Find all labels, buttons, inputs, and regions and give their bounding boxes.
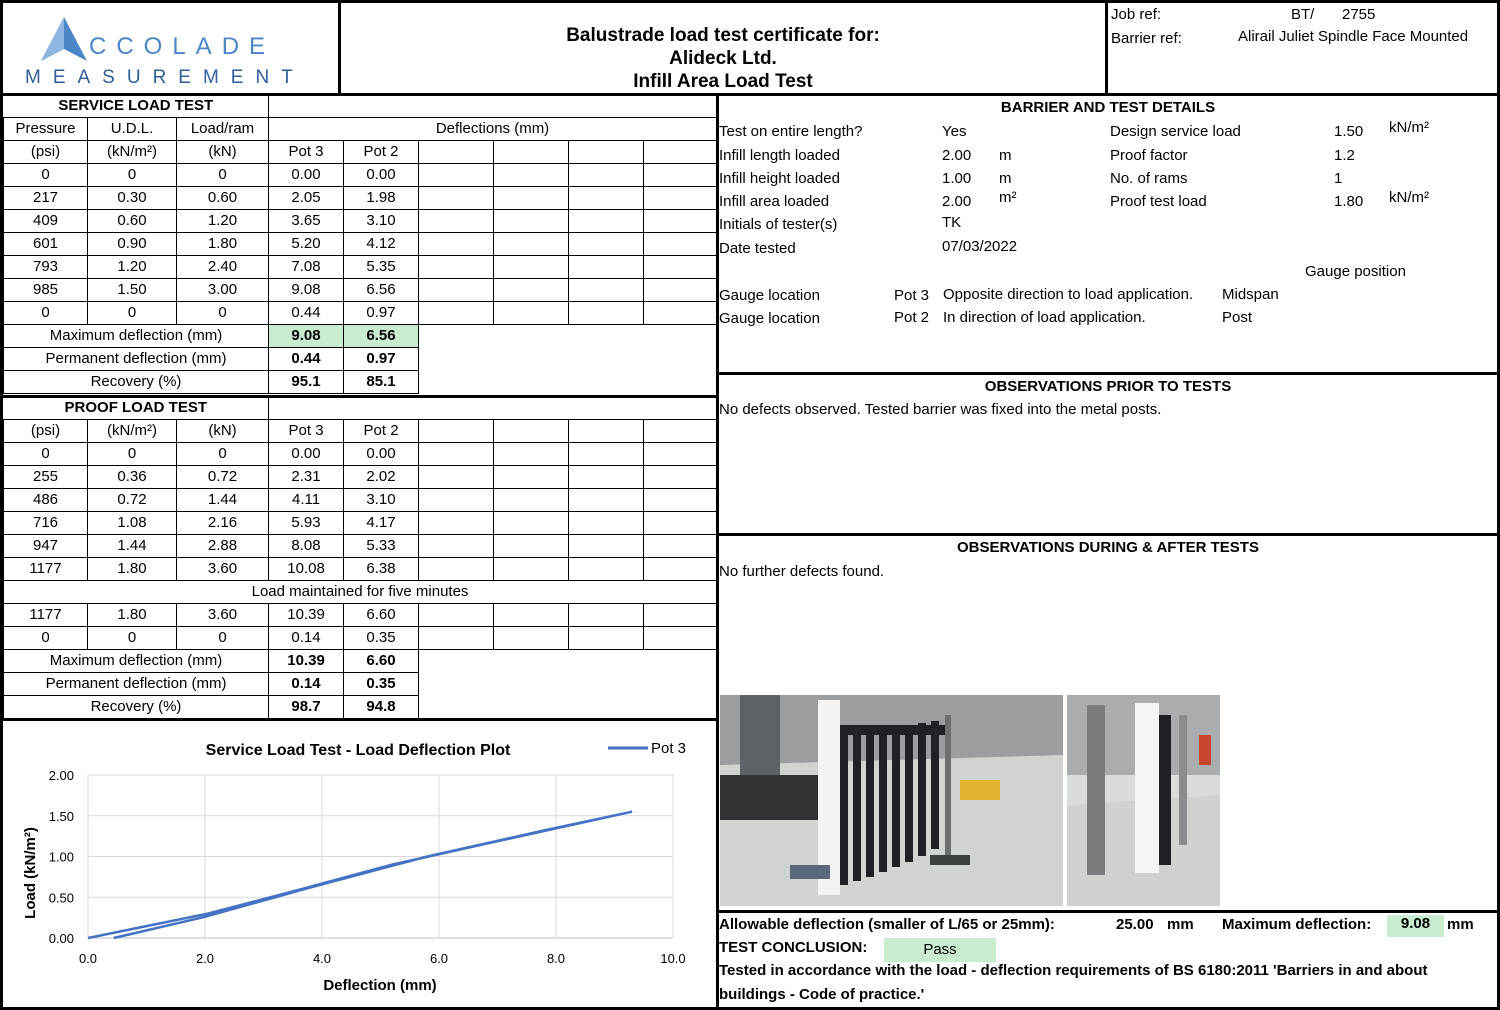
observations-after-heading: OBSERVATIONS DURING & AFTER TESTS bbox=[957, 539, 1259, 556]
y-tick-label: 2.00 bbox=[48, 768, 74, 783]
proof-row bbox=[4, 534, 717, 557]
service-cell-load: 2.40 bbox=[177, 255, 269, 278]
service-row bbox=[4, 301, 717, 324]
proof-factor-value: 1.2 bbox=[1334, 147, 1355, 164]
title-line-3: Infill Area Load Test bbox=[633, 71, 813, 92]
design-load-value: 1.50 bbox=[1334, 123, 1364, 140]
chart-y-label: Load (kN/m²) bbox=[22, 827, 39, 919]
unit-kn: (kN) bbox=[177, 140, 269, 163]
service-cell-pot3: 5.20 bbox=[269, 232, 344, 255]
details-heading: BARRIER AND TEST DETAILS bbox=[1000, 99, 1216, 116]
proof-cell-load: 1.44 bbox=[177, 488, 269, 511]
proof-maintained-cell-pot3: 0.14 bbox=[269, 626, 344, 649]
entire-length-value: Yes bbox=[942, 123, 967, 140]
service-cell-udl: 0.90 bbox=[88, 232, 177, 255]
service-cell-pressure: 793 bbox=[4, 255, 88, 278]
max-deflection-unit: mm bbox=[1447, 916, 1474, 933]
service-cell-pot2: 6.56 bbox=[344, 278, 419, 301]
proof-cell-pressure: 486 bbox=[4, 488, 88, 511]
service-max-pot3: 9.08 bbox=[269, 324, 344, 347]
proof-cell-udl: 1.44 bbox=[88, 534, 177, 557]
logo-text-bottom: MEASUREMENT bbox=[25, 67, 305, 88]
proof-cell-pot2: 4.17 bbox=[344, 511, 419, 534]
proof-cell-pressure: 0 bbox=[4, 442, 88, 465]
test-photo-2 bbox=[1067, 695, 1220, 906]
chart-section bbox=[0, 718, 719, 1010]
chart-y-ticks bbox=[49, 768, 74, 946]
proof-maintained-cell-load: 0 bbox=[177, 626, 269, 649]
service-cell-pressure: 217 bbox=[4, 186, 88, 209]
service-row bbox=[4, 255, 717, 278]
service-cell-pot3: 2.05 bbox=[269, 186, 344, 209]
logo-text-top: CCOLADE bbox=[89, 33, 276, 60]
x-tick-label: 10.0 bbox=[660, 951, 686, 966]
service-cell-pot2: 3.10 bbox=[344, 209, 419, 232]
infill-area-unit: m² bbox=[999, 189, 1017, 206]
service-perm-pot2: 0.97 bbox=[344, 347, 419, 370]
service-cell-udl: 0.30 bbox=[88, 186, 177, 209]
series-line-pot3 bbox=[88, 812, 632, 938]
proof-cell-udl: 1.80 bbox=[88, 557, 177, 580]
service-max-pot2: 6.56 bbox=[344, 324, 419, 347]
proof-cell-pressure: 255 bbox=[4, 465, 88, 488]
rams-label: No. of rams bbox=[1110, 170, 1188, 187]
proof-cell-load: 2.16 bbox=[177, 511, 269, 534]
observations-prior-heading: OBSERVATIONS PRIOR TO TESTS bbox=[984, 378, 1232, 395]
chart-title: Service Load Test - Load Deflection Plot bbox=[205, 742, 511, 759]
proof-maintained-label: Load maintained for five minutes bbox=[4, 580, 717, 603]
proof-cell-pot2: 3.10 bbox=[344, 488, 419, 511]
proof-cell-load: 0.72 bbox=[177, 465, 269, 488]
design-load-label: Design service load bbox=[1110, 123, 1241, 140]
job-ref-value: 2755 bbox=[1342, 6, 1376, 23]
service-cell-pressure: 0 bbox=[4, 301, 88, 324]
proof-cell-pressure: 716 bbox=[4, 511, 88, 534]
proof-cell-load: 2.88 bbox=[177, 534, 269, 557]
proof-cell-load: 0 bbox=[177, 442, 269, 465]
logo-area bbox=[0, 0, 341, 96]
proof-row bbox=[4, 511, 717, 534]
service-recovery-label: Recovery (%) bbox=[4, 370, 269, 393]
service-cell-pot3: 9.08 bbox=[269, 278, 344, 301]
proof-cell-pot3: 4.11 bbox=[269, 488, 344, 511]
gauge-2-label: Gauge location bbox=[719, 310, 820, 327]
unit-udl: (kN/m²) bbox=[88, 140, 177, 163]
date-value: 07/03/2022 bbox=[942, 238, 1018, 255]
service-cell-load: 3.00 bbox=[177, 278, 269, 301]
reference-box bbox=[1105, 0, 1500, 96]
allowable-value: 25.00 bbox=[1116, 916, 1154, 933]
service-cell-pot3: 0.44 bbox=[269, 301, 344, 324]
col-pot3: Pot 3 bbox=[269, 140, 344, 163]
service-row bbox=[4, 232, 717, 255]
proof-cell-pot2: 5.33 bbox=[344, 534, 419, 557]
service-cell-pot2: 4.12 bbox=[344, 232, 419, 255]
proof-col-pot3: Pot 3 bbox=[269, 419, 344, 442]
proof-maintained-cell-udl: 0 bbox=[88, 626, 177, 649]
statement-line-2: buildings - Code of practice.' bbox=[719, 986, 925, 1003]
gauge-position-label: Gauge position bbox=[1305, 263, 1406, 280]
service-cell-load: 0 bbox=[177, 163, 269, 186]
proof-maintained-row bbox=[4, 603, 717, 626]
service-row bbox=[4, 278, 717, 301]
proof-factor-label: Proof factor bbox=[1110, 147, 1188, 164]
infill-length-unit: m bbox=[999, 147, 1012, 164]
col-load-ram: Load/ram bbox=[177, 117, 269, 140]
gauge-1-label: Gauge location bbox=[719, 287, 820, 304]
gauge-2-desc: In direction of load application. bbox=[943, 309, 1146, 326]
title-line-1: Balustrade load test certificate for: bbox=[566, 25, 880, 46]
certificate-title bbox=[338, 0, 1108, 96]
service-data-rows bbox=[4, 163, 717, 324]
infill-area-value: 2.00 bbox=[942, 193, 972, 210]
service-cell-pot3: 3.65 bbox=[269, 209, 344, 232]
proof-cell-pot2: 0.00 bbox=[344, 442, 419, 465]
allowable-unit: mm bbox=[1167, 916, 1194, 933]
service-cell-udl: 0 bbox=[88, 163, 177, 186]
barrier-ref-value: Alirail Juliet Spindle Face Mounted bbox=[1238, 28, 1469, 45]
service-cell-pressure: 985 bbox=[4, 278, 88, 301]
y-tick-label: 1.50 bbox=[48, 808, 74, 824]
proof-recovery-pot2: 94.8 bbox=[344, 695, 419, 718]
proof-recovery-pot3: 98.7 bbox=[269, 695, 344, 718]
proof-recovery-label: Recovery (%) bbox=[4, 695, 269, 718]
proof-maintained-row bbox=[4, 626, 717, 649]
service-row bbox=[4, 186, 717, 209]
service-row bbox=[4, 163, 717, 186]
logo-triangle-icon bbox=[39, 15, 89, 63]
proof-cell-pot3: 2.31 bbox=[269, 465, 344, 488]
proof-maintained-cell-pot2: 6.60 bbox=[344, 603, 419, 626]
y-tick-label: 0.50 bbox=[48, 890, 74, 906]
barrier-ref-label: Barrier ref: bbox=[1111, 30, 1182, 47]
conclusion-section bbox=[716, 910, 1500, 1010]
chart-x-ticks bbox=[79, 951, 686, 966]
proof-unit-psi: (psi) bbox=[4, 419, 88, 442]
max-deflection-label: Maximum deflection: bbox=[1222, 916, 1372, 933]
proof-load-unit: kN/m² bbox=[1389, 189, 1429, 206]
service-max-label: Maximum deflection (mm) bbox=[4, 324, 269, 347]
chart-gridlines bbox=[88, 775, 673, 938]
legend-label: Pot 3 bbox=[651, 740, 687, 757]
service-row bbox=[4, 209, 717, 232]
y-tick-label: 1.00 bbox=[48, 849, 74, 865]
initials-label: Initials of tester(s) bbox=[719, 216, 838, 233]
gauge-1-pos: Midspan bbox=[1222, 286, 1279, 303]
proof-cell-pot3: 10.08 bbox=[269, 557, 344, 580]
proof-cell-pot3: 5.93 bbox=[269, 511, 344, 534]
proof-cell-udl: 0 bbox=[88, 442, 177, 465]
y-tick-label: 0.00 bbox=[48, 931, 74, 946]
proof-cell-udl: 0.72 bbox=[88, 488, 177, 511]
service-perm-label: Permanent deflection (mm) bbox=[4, 347, 269, 370]
proof-heading: PROOF LOAD TEST bbox=[4, 396, 269, 419]
gauge-2-pot: Pot 2 bbox=[894, 309, 930, 326]
proof-cell-pressure: 947 bbox=[4, 534, 88, 557]
service-heading: SERVICE LOAD TEST bbox=[4, 94, 269, 117]
x-tick-label: 8.0 bbox=[546, 951, 566, 966]
proof-cell-pressure: 1177 bbox=[4, 557, 88, 580]
infill-length-value: 2.00 bbox=[942, 147, 972, 164]
proof-maintained-cell-load: 3.60 bbox=[177, 603, 269, 626]
design-load-unit: kN/m² bbox=[1389, 119, 1429, 136]
test-photo-1 bbox=[720, 695, 1063, 906]
allowable-label: Allowable deflection (smaller of L/65 or 25mm): bbox=[719, 916, 1055, 933]
proof-unit-udl: (kN/m²) bbox=[88, 419, 177, 442]
service-cell-load: 1.20 bbox=[177, 209, 269, 232]
proof-row bbox=[4, 557, 717, 580]
col-pot2: Pot 2 bbox=[344, 140, 419, 163]
col-pressure: Pressure bbox=[4, 117, 88, 140]
proof-cell-udl: 0.36 bbox=[88, 465, 177, 488]
service-load-table bbox=[3, 94, 717, 394]
proof-unit-kn: (kN) bbox=[177, 419, 269, 442]
job-ref-prefix: BT/ bbox=[1291, 6, 1315, 23]
service-cell-pot2: 0.97 bbox=[344, 301, 419, 324]
proof-perm-label: Permanent deflection (mm) bbox=[4, 672, 269, 695]
proof-load-value: 1.80 bbox=[1334, 193, 1364, 210]
proof-perm-pot2: 0.35 bbox=[344, 672, 419, 695]
service-perm-pot3: 0.44 bbox=[269, 347, 344, 370]
proof-row bbox=[4, 465, 717, 488]
proof-cell-pot2: 2.02 bbox=[344, 465, 419, 488]
service-cell-pressure: 409 bbox=[4, 209, 88, 232]
infill-area-label: Infill area loaded bbox=[719, 193, 830, 210]
unit-psi: (psi) bbox=[4, 140, 88, 163]
initials-value: TK bbox=[942, 214, 962, 231]
observations-after-text: No further defects found. bbox=[719, 563, 885, 580]
service-recovery-pot2: 85.1 bbox=[344, 370, 419, 393]
proof-max-label: Maximum deflection (mm) bbox=[4, 649, 269, 672]
infill-height-label: Infill height loaded bbox=[719, 170, 840, 187]
infill-length-label: Infill length loaded bbox=[719, 147, 840, 164]
proof-maintained-cell-udl: 1.80 bbox=[88, 603, 177, 626]
proof-maintained-cell-pot3: 10.39 bbox=[269, 603, 344, 626]
service-cell-udl: 1.50 bbox=[88, 278, 177, 301]
proof-col-pot2: Pot 2 bbox=[344, 419, 419, 442]
proof-maintained-cell-pot2: 0.35 bbox=[344, 626, 419, 649]
gauge-1-pot: Pot 3 bbox=[894, 287, 930, 304]
proof-cell-pot3: 0.00 bbox=[269, 442, 344, 465]
proof-maintained-cell-pressure: 1177 bbox=[4, 603, 88, 626]
x-tick-label: 2.0 bbox=[195, 951, 215, 966]
conclusion-label: TEST CONCLUSION: bbox=[719, 939, 868, 956]
observations-prior-section bbox=[716, 372, 1500, 536]
proof-max-pot3: 10.39 bbox=[269, 649, 344, 672]
statement-line-1: Tested in accordance with the load - deflection requirements of BS 6180:2011 'Barriers in and about bbox=[719, 962, 1428, 979]
service-cell-udl: 0.60 bbox=[88, 209, 177, 232]
observations-after-section bbox=[716, 533, 1500, 913]
proof-maintained-rows bbox=[4, 603, 717, 649]
rams-value: 1 bbox=[1334, 170, 1343, 187]
service-cell-pot3: 7.08 bbox=[269, 255, 344, 278]
date-label: Date tested bbox=[719, 240, 796, 257]
infill-height-unit: m bbox=[999, 170, 1012, 187]
proof-cell-pot3: 8.08 bbox=[269, 534, 344, 557]
service-recovery-pot3: 95.1 bbox=[269, 370, 344, 393]
chart-x-label: Deflection (mm) bbox=[323, 977, 437, 994]
barrier-details-section bbox=[716, 93, 1500, 375]
infill-height-value: 1.00 bbox=[942, 170, 972, 187]
col-udl: U.D.L. bbox=[88, 117, 177, 140]
col-deflections: Deflections (mm) bbox=[269, 117, 717, 140]
proof-row bbox=[4, 488, 717, 511]
service-cell-pot3: 0.00 bbox=[269, 163, 344, 186]
service-cell-pressure: 0 bbox=[4, 163, 88, 186]
x-tick-label: 4.0 bbox=[312, 951, 332, 966]
proof-maintained-cell-pressure: 0 bbox=[4, 626, 88, 649]
service-cell-pot2: 1.98 bbox=[344, 186, 419, 209]
service-cell-load: 0 bbox=[177, 301, 269, 324]
x-tick-label: 6.0 bbox=[429, 951, 449, 966]
gauge-2-pos: Post bbox=[1222, 309, 1253, 326]
conclusion-badge: Pass bbox=[884, 938, 996, 962]
service-cell-load: 0.60 bbox=[177, 186, 269, 209]
proof-max-pot2: 6.60 bbox=[344, 649, 419, 672]
proof-row bbox=[4, 442, 717, 465]
title-line-2: Alideck Ltd. bbox=[669, 48, 777, 69]
proof-load-label: Proof test load bbox=[1110, 193, 1207, 210]
entire-length-label: Test on entire length? bbox=[719, 123, 863, 140]
gauge-1-desc: Opposite direction to load application. bbox=[943, 286, 1194, 303]
proof-data-rows bbox=[4, 442, 717, 580]
x-tick-label: 0.0 bbox=[78, 951, 98, 966]
service-cell-pressure: 601 bbox=[4, 232, 88, 255]
observations-prior-text: No defects observed. Tested barrier was fixed into the metal posts. bbox=[719, 401, 1162, 418]
service-cell-udl: 1.20 bbox=[88, 255, 177, 278]
proof-load-table bbox=[3, 396, 717, 719]
proof-cell-pot2: 6.38 bbox=[344, 557, 419, 580]
service-cell-pot2: 0.00 bbox=[344, 163, 419, 186]
max-deflection-value: 9.08 bbox=[1387, 915, 1444, 937]
service-cell-udl: 0 bbox=[88, 301, 177, 324]
load-deflection-chart bbox=[3, 721, 716, 1007]
proof-perm-pot3: 0.14 bbox=[269, 672, 344, 695]
proof-cell-load: 3.60 bbox=[177, 557, 269, 580]
job-ref-label: Job ref: bbox=[1111, 6, 1162, 23]
proof-cell-udl: 1.08 bbox=[88, 511, 177, 534]
service-cell-pot2: 5.35 bbox=[344, 255, 419, 278]
service-cell-load: 1.80 bbox=[177, 232, 269, 255]
